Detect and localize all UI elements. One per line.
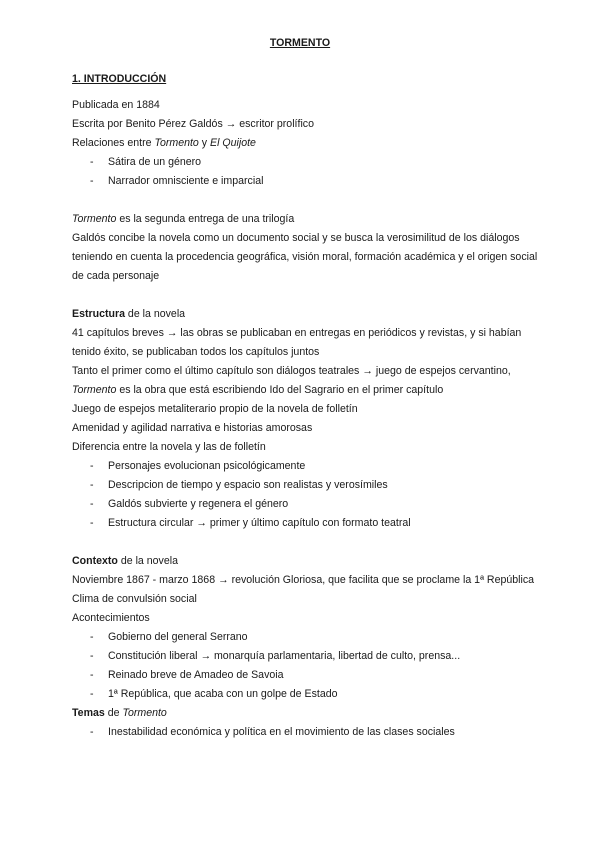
intro-paragraph-2: Galdós concibe la novela como un documento social y se busca la verosimilitud de los diálogos teniendo en cuenta la procedencia geográfica, visión moral, formación académica y el origen social de cada personaje [72, 232, 538, 282]
contexto-bullet-list [72, 628, 542, 704]
dash-bullet: - [90, 726, 94, 738]
estructura-heading [72, 305, 542, 324]
intro-line-3-mid: y [198, 137, 211, 149]
list-item-text: Inestabilidad económica y política en el movimiento de las clases sociales [108, 726, 455, 738]
dash-bullet: - [90, 175, 94, 187]
estructura-line-2-rest: es la obra que está escribiendo Ido del Sagrario en el primer capítulo [116, 384, 444, 396]
estructura-line-4: Amenidad y agilidad narrativa e historias amorosas [72, 422, 313, 434]
estructura-heading-rest: de la novela [124, 308, 186, 320]
contexto-heading [72, 552, 542, 571]
dash-bullet: - [90, 479, 94, 491]
estructura-line-2-pre: Tanto el primer como el último capítulo son diálogos teatrales → juego de espejos cervantino, [72, 365, 511, 377]
intro-heading: 1. INTRODUCCIÓN [72, 73, 167, 85]
dash-bullet: - [90, 669, 94, 681]
intro-paragraph-1 [72, 210, 542, 229]
list-item [72, 172, 542, 191]
list-item [72, 723, 542, 742]
list-item-text: Reinado breve de Amadeo de Savoia [108, 669, 284, 681]
list-item-text: Descripcion de tiempo y espacio son realistas y verosímiles [108, 479, 388, 491]
spacer [72, 286, 542, 305]
list-item [72, 514, 542, 533]
list-item-text: Sátira de un género [108, 156, 202, 168]
estructura-line-1: 41 capítulos breves → las obras se publicaban en entregas en periódicos y revistas, y si habían tenido éxito, se publicaban todos los capítulos juntos [72, 327, 522, 358]
dash-bullet: - [90, 517, 94, 529]
list-item [72, 685, 542, 704]
list-item-text: Gobierno del general Serrano [108, 631, 248, 643]
list-item-text: Galdós subvierte y regenera el género [108, 498, 289, 510]
list-item-text: Narrador omnisciente e imparcial [108, 175, 264, 187]
spacer [72, 191, 542, 210]
document-title: TORMENTO [269, 37, 331, 49]
list-item [72, 647, 542, 666]
estructura-heading-bold: Estructura [72, 308, 125, 320]
estructura-line-5: Diferencia entre la novela y las de folletín [72, 441, 266, 453]
list-item [72, 628, 542, 647]
temas-heading-bold: Temas [72, 707, 105, 719]
intro-bullet-list [72, 153, 542, 191]
intro-line-3-title-1: Tormento [154, 137, 199, 149]
intro-line-2: Escrita por Benito Pérez Galdós → escritor prolífico [72, 118, 314, 130]
contexto-line-2: Clima de convulsión social [72, 593, 197, 605]
list-item-text: Personajes evolucionan psicológicamente [108, 460, 306, 472]
contexto-line-3: Acontecimientos [72, 612, 150, 624]
temas-bullet-list [72, 723, 542, 742]
intro-paragraph-1-rest: es la segunda entrega de una trilogía [116, 213, 295, 225]
list-item [72, 153, 542, 172]
temas-heading-title: Tormento [122, 707, 167, 719]
dash-bullet: - [90, 650, 94, 662]
list-item [72, 476, 542, 495]
contexto-heading-rest: de la novela [117, 555, 178, 567]
dash-bullet: - [90, 498, 94, 510]
dash-bullet: - [90, 156, 94, 168]
document-body [72, 70, 542, 742]
list-item-text: 1ª República, que acaba con un golpe de Estado [108, 688, 338, 700]
intro-line-3-pre: Relaciones entre [72, 137, 155, 149]
contexto-line-1: Noviembre 1867 - marzo 1868 → revolución Gloriosa, que facilita que se proclame la 1ª República [72, 574, 535, 586]
temas-heading-mid: de [104, 707, 123, 719]
list-item-text: Estructura circular → primer y último capítulo con formato teatral [108, 517, 411, 529]
intro-line-3 [72, 134, 542, 153]
dash-bullet: - [90, 631, 94, 643]
dash-bullet: - [90, 688, 94, 700]
estructura-line-2-title: Tormento [72, 384, 117, 396]
estructura-line-3: Juego de espejos metaliterario propio de la novela de folletín [72, 403, 358, 415]
temas-heading [72, 704, 542, 723]
intro-paragraph-1-title: Tormento [72, 213, 117, 225]
list-item [72, 495, 542, 514]
list-item [72, 457, 542, 476]
intro-line-1: Publicada en 1884 [72, 99, 160, 111]
contexto-heading-bold: Contexto [72, 555, 118, 567]
intro-line-3-title-2: El Quijote [210, 137, 256, 149]
estructura-bullet-list [72, 457, 542, 533]
list-item-text: Constitución liberal → monarquía parlamentaria, libertad de culto, prensa... [108, 650, 461, 662]
list-item [72, 666, 542, 685]
spacer [72, 533, 542, 552]
estructura-line-2 [72, 362, 542, 400]
dash-bullet: - [90, 460, 94, 472]
